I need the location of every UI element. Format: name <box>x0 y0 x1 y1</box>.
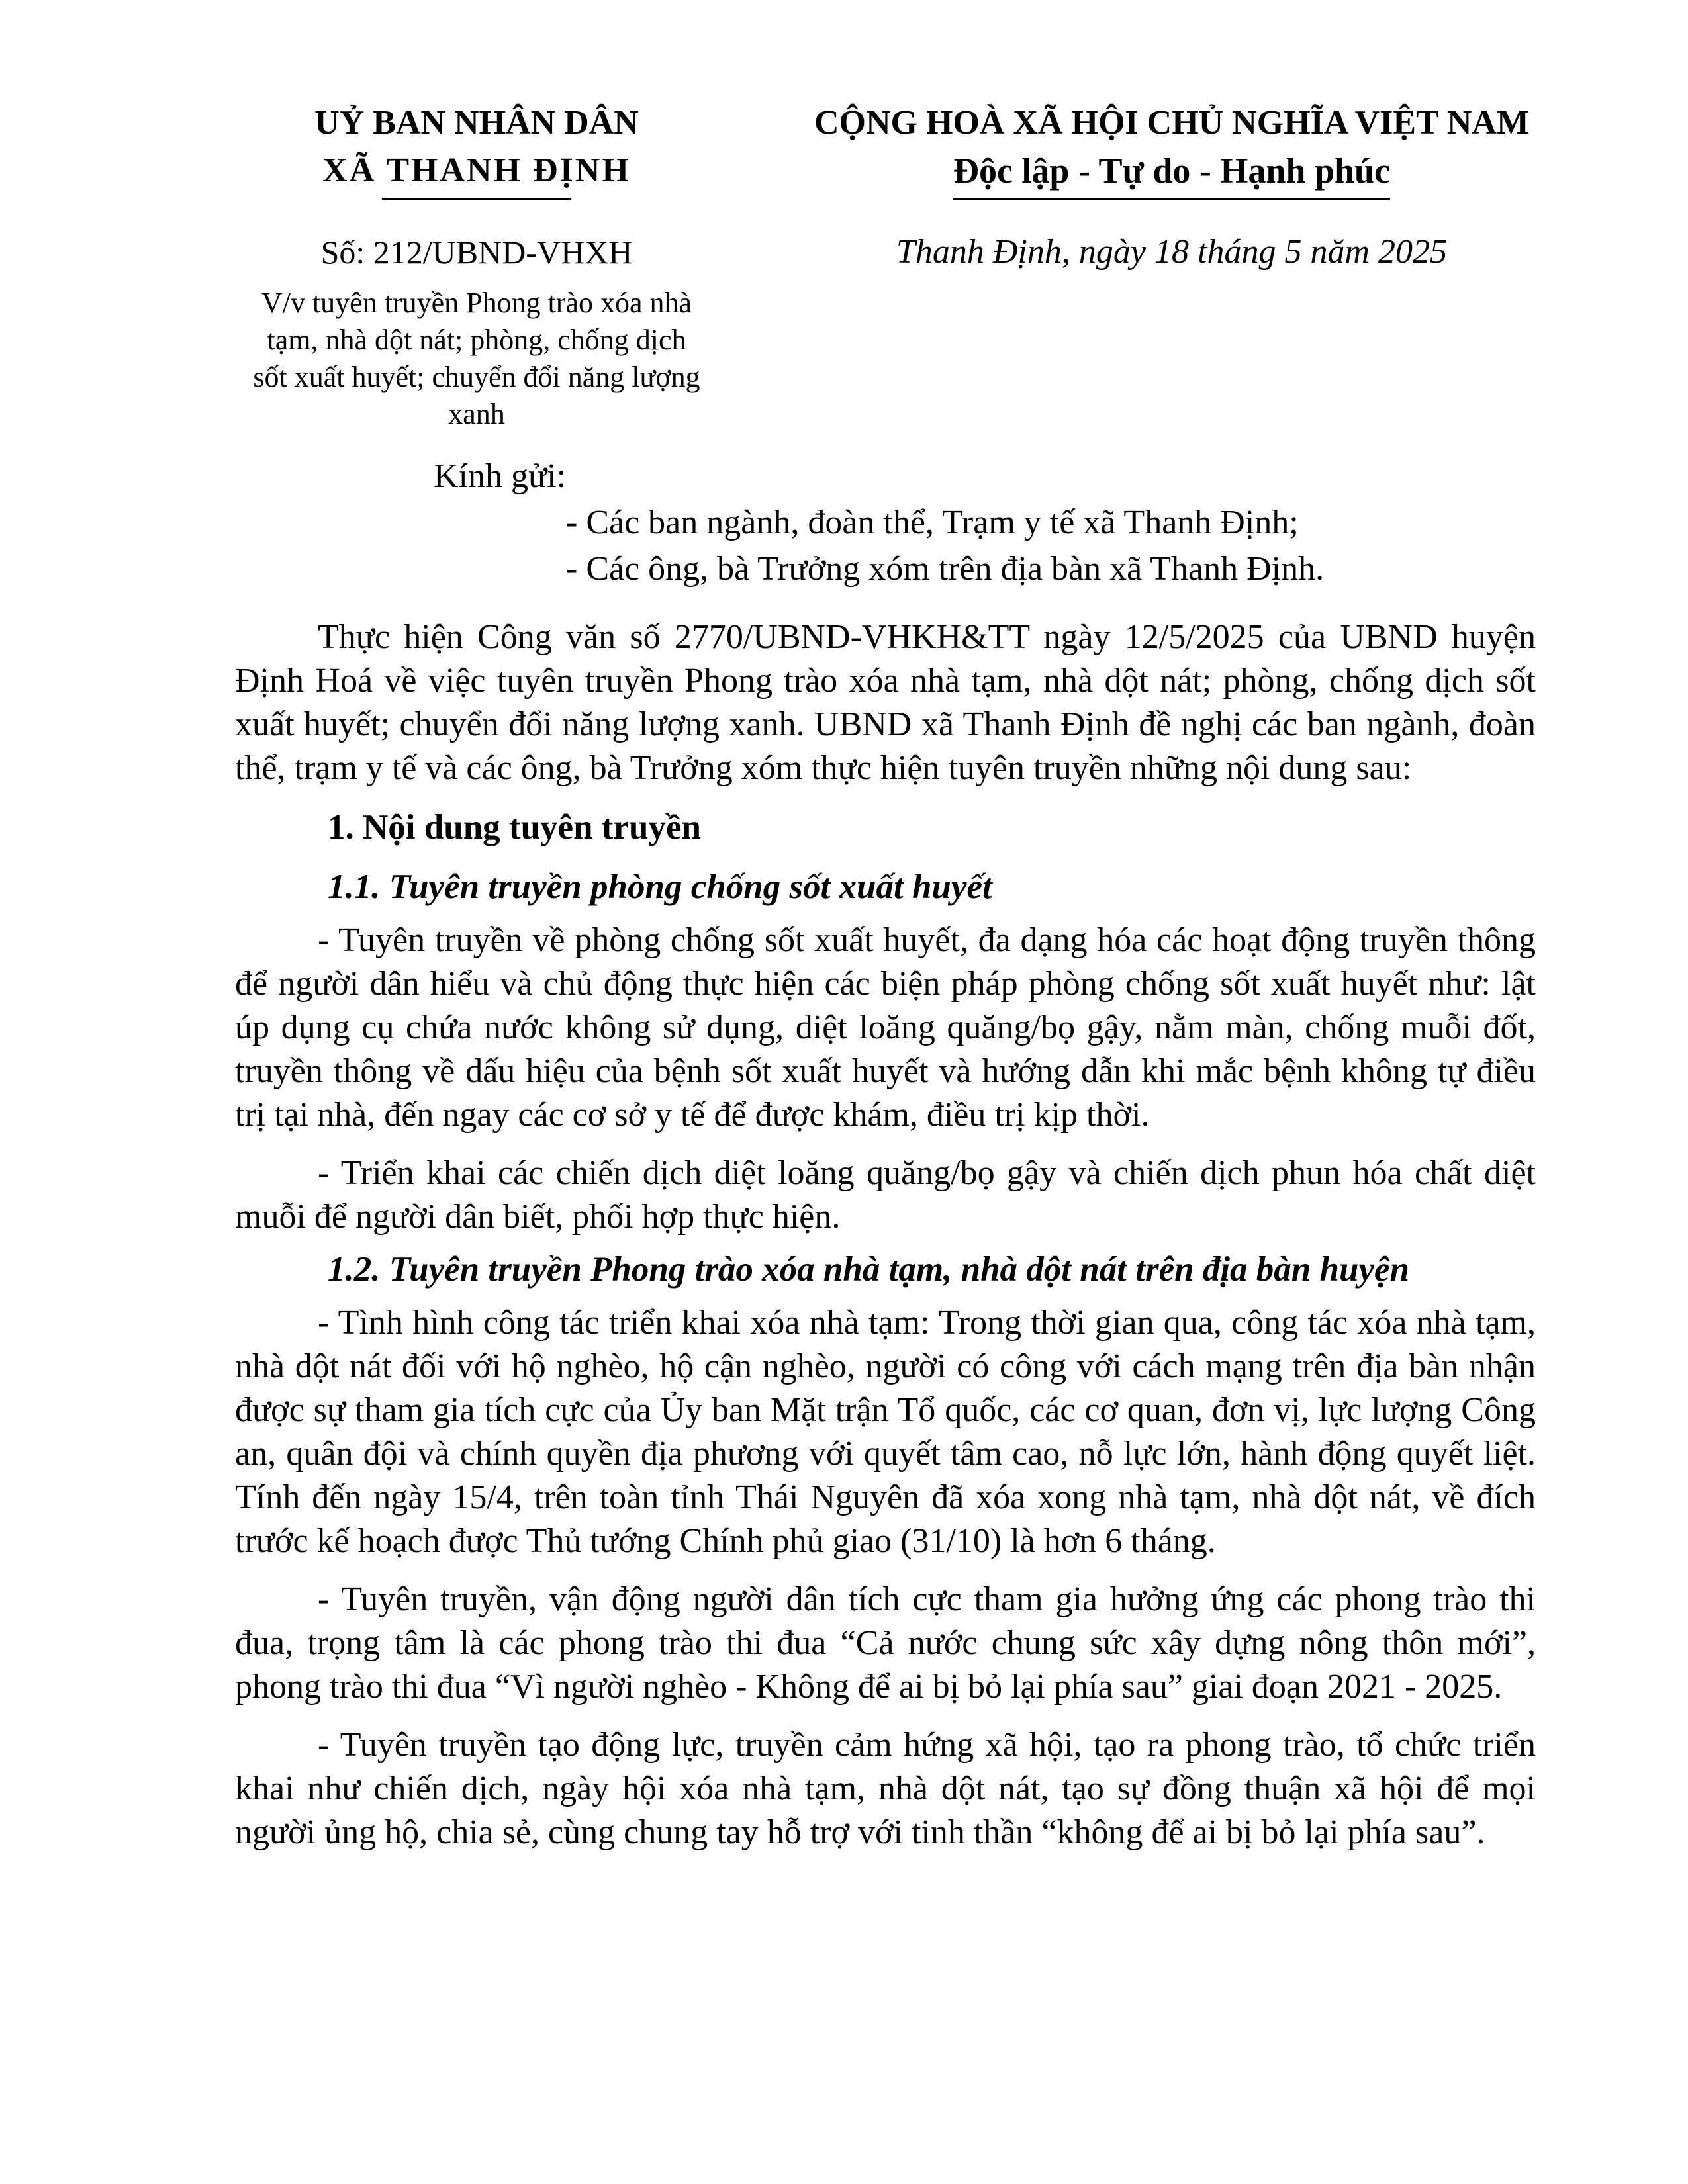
body-paragraph: - Tuyên truyền về phòng chống sốt xuất huyết, đa dạng hóa các hoạt động truyền thông để người dân hiểu và chủ động thực hiện các biện pháp phòng chống sốt xuất huyết như: lật úp dụng cụ chứa nước không sử dụng, diệt loăng quăng/bọ gậy, nằm màn, chống muỗi đốt, truyền thông về dấu hiệu của bệnh sốt xuất huyết và hướng dẫn khi mắc bệnh không tự điều trị tại nhà, đến ngay các cơ sở y tế để được khám, điều trị kịp thời. <box>235 921 1536 1134</box>
national-title: CỘNG HOÀ XÃ HỘI CHỦ NGHĨA VIỆT NAM <box>814 104 1530 142</box>
authority-name-line2: XÃ THANH ĐỊNH <box>322 147 631 195</box>
subsection-heading: 1.2. Tuyên truyền Phong trào xóa nhà tạm, nhà dột nát trên địa bàn huyện <box>328 1250 1409 1289</box>
national-motto: Độc lập - Tự do - Hạnh phúc <box>953 147 1390 195</box>
intro-paragraph: Thực hiện Công văn số 2770/UBND-VHKH&TT ngày 12/5/2025 của UBND huyện Định Hoá về việc tuyên truyền Phong trào xóa nhà tạm, nhà dột nát; phòng, chống dịch sốt xuất huyết; chuyển đổi năng lượng xanh. UBND xã Thanh Định đề nghị các ban ngành, đoàn thể, trạm y tế và các ông, bà Trưởng xóm thực hiện tuyên truyền những nội dung sau: <box>235 618 1536 787</box>
recipients-block <box>434 453 1559 592</box>
section-heading: 1. Nội dung tuyên truyền <box>328 808 701 846</box>
body-paragraph: - Triển khai các chiến dịch diệt loăng quăng/bọ gậy và chiến dịch phun hóa chất diệt muỗi để người dân biết, phối hợp thực hiện. <box>235 1154 1536 1236</box>
national-title-block <box>788 99 1556 275</box>
recipients-label: Kính gửi: <box>434 457 567 495</box>
document-body <box>235 615 1536 1869</box>
recipient-item: - Các ông, bà Trưởng xóm trên địa bàn xã Thanh Định. <box>566 550 1325 588</box>
place-and-date: Thanh Định, ngày 18 tháng 5 năm 2025 <box>896 233 1447 271</box>
document-subject: V/v tuyên truyền Phong trào xóa nhà tạm, nhà dột nát; phòng, chống dịch sốt xuất huyết; chuyển đổi năng lượng xanh <box>253 287 700 430</box>
body-paragraph: - Tình hình công tác triển khai xóa nhà tạm: Trong thời gian qua, công tác xóa nhà tạm, nhà dột nát đối với hộ nghèo, hộ cận nghèo, người có công với cách mạng trên địa bàn nhận được sự tham gia tích cực của Ủy ban Mặt trận Tổ quốc, các cơ quan, đơn vị, lực lượng Công an, quân đội và chính quyền địa phương với quyết tâm cao, nỗ lực lớn, hành động quyết liệt. Tính đến ngày 15/4, trên toàn tỉnh Thái Nguyên đã xóa xong nhà tạm, nhà dột nát, về đích trước kế hoạch được Thủ tướng Chính phủ giao (31/10) là hơn 6 tháng. <box>235 1304 1536 1560</box>
issuing-authority-block <box>252 99 702 433</box>
body-paragraph: - Tuyên truyền, vận động người dân tích cực tham gia hưởng ứng các phong trào thi đua, trọng tâm là các phong trào thi đua “Cả nước chung sức xây dựng nông thôn mới”, phong trào thi đua “Vì người nghèo - Không để ai bị bỏ lại phía sau” giai đoạn 2021 - 2025. <box>235 1580 1536 1706</box>
body-paragraph: - Tuyên truyền tạo động lực, truyền cảm hứng xã hội, tạo ra phong trào, tổ chức triển khai như chiến dịch, ngày hội xóa nhà tạm, nhà dột nát, tạo sự đồng thuận xã hội để mọi người ủng hộ, chia sẻ, cùng chung tay hỗ trợ với tinh thần “không để ai bị bỏ lại phía sau”. <box>235 1726 1536 1851</box>
subsection-heading: 1.1. Tuyên truyền phòng chống sốt xuất huyết <box>328 868 992 906</box>
document-number: Số: 212/UBND-VHXH <box>320 234 633 271</box>
recipient-item: - Các ban ngành, đoàn thể, Trạm y tế xã Thanh Định; <box>566 504 1299 541</box>
authority-name-line1: UỶ BAN NHÂN DÂN <box>314 104 639 142</box>
